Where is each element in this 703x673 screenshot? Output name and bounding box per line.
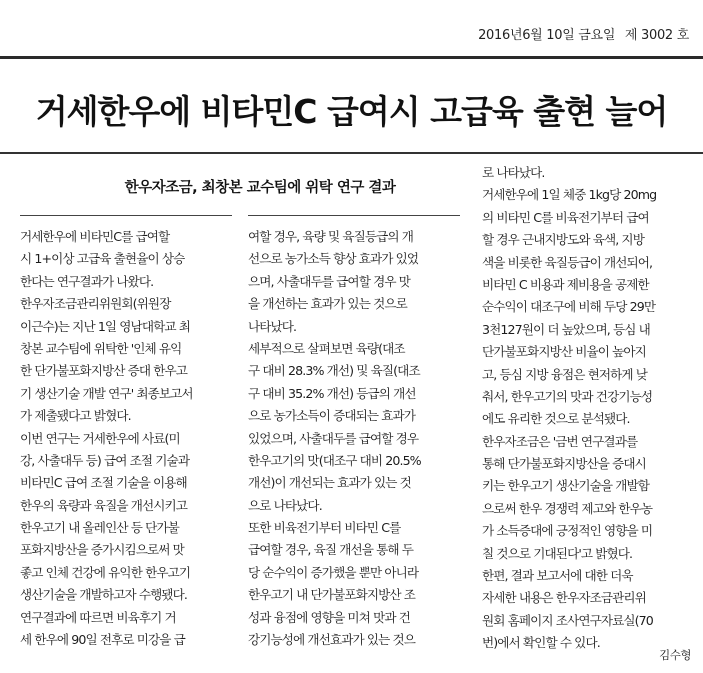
body-text-line: 세 한우에 90일 전후로 미강을 급 (20, 632, 185, 648)
article-column-1 (20, 226, 232, 651)
body-text-line: 거세한우에 비타민C를 급여할 (20, 229, 170, 244)
body-text-line: 구 대비 28.3% 개선) 및 육질(대조 (248, 363, 420, 379)
body-text-line: 창본 교수팀에 위탁한 '인체 유익 (20, 340, 182, 356)
body-text-line: 으로써 한우 경쟁력 제고와 한우농 (482, 500, 653, 516)
body-text-line: 춰서, 한우고기의 맛과 건강기능성 (482, 388, 653, 404)
body-text-line: 한 단가불포화지방산 증대 한우고 (20, 363, 188, 379)
body-text-line: 으며, 사출대두를 급여할 경우 맛 (248, 273, 410, 289)
body-text-line: 을 개선하는 효과가 있는 것으로 (248, 296, 407, 312)
body-text-line: 가 제출됐다고 밝혔다. (20, 408, 131, 424)
issue-header (472, 24, 689, 43)
issue-date: 2016년6월 10일 금요일 (478, 28, 616, 43)
body-text-line: 시 1+이상 고급육 출현율이 상승 (20, 251, 185, 267)
body-text-line: 여할 경우, 육량 및 육질등급의 개 (248, 229, 414, 244)
body-text-line: 포화지방산을 증가시킴으로써 맛 (20, 542, 184, 558)
body-text-line: 단가불포화지방산 비율이 높아지 (482, 344, 646, 360)
body-text-line: 또한 비육전기부터 비타민 C를 (248, 520, 401, 536)
body-text-line: 으로 농가소득이 증대되는 효과가 (248, 408, 416, 424)
body-text-line: 가 소득증대에 긍정적인 영향을 미 (482, 523, 653, 539)
body-text-line: 번)에서 확인할 수 있다. (482, 635, 600, 651)
body-text-line: 한다는 연구결과가 나왔다. (20, 273, 154, 289)
body-text-line: 비타민 C 비용과 제비용을 공제한 (482, 276, 649, 292)
body-text-line: 개선)이 개선되는 효과가 있는 것 (248, 475, 411, 491)
body-text-line: 한우고기의 맛(대조구 대비 20.5% (248, 452, 421, 468)
body-text-line: 순수익이 대조구에 비해 두당 29만 (482, 299, 656, 315)
body-text-line: 이번 연구는 거세한우에 사료(미 (20, 430, 180, 446)
body-text-line: 에도 유리한 것으로 분석됐다. (482, 411, 630, 427)
body-text-line: 원회 홈페이지 조사연구자료실(70 (482, 612, 653, 628)
body-text-line: 생산기술을 개발하고자 수행됐다. (20, 587, 188, 603)
body-text-line: 기 생산기술 개발 연구' 최종보고서 (20, 385, 193, 401)
body-text-line: 이근수)는 지난 1일 영남대학교 최 (20, 318, 190, 334)
body-text-line: 연구결과에 따르면 비육후기 거 (20, 609, 176, 625)
body-text-line: 고, 등심 지방 융점은 현저하게 낮 (482, 366, 648, 382)
body-text-line: 강, 사출대두 등) 급여 조절 기술과 (20, 452, 190, 468)
body-text-line: 한편, 결과 보고서에 대한 더욱 (482, 568, 633, 584)
subheadline-rule-left (20, 215, 232, 216)
body-text-line: 키는 한우고기 생산기술을 개발함 (482, 478, 650, 494)
top-divider (0, 56, 703, 59)
body-text-line: 통해 단가불포화지방산을 증대시 (482, 456, 646, 472)
body-text-line: 한우고기 내 올레인산 등 단가불 (20, 520, 179, 536)
body-text-line: 있었으며, 사출대두를 급여할 경우 (248, 430, 419, 446)
body-text-line: 한우자조금관리위원회(위원장 (20, 296, 171, 312)
article-column-3 (482, 162, 692, 655)
article-byline: 김수형 (659, 648, 691, 662)
issue-number: 제 3002 호 (624, 28, 689, 43)
body-text-line: 당 순수익이 증가했을 뿐만 아니라 (248, 564, 419, 580)
body-text-line: 한우고기 내 단가불포화지방산 조 (248, 587, 416, 603)
article-headline: 거세한우에 비타민C 급여시 고급육 출현 늘어 (35, 92, 668, 131)
body-text-line: 세부적으로 살펴보면 육량(대조 (248, 340, 405, 356)
article-subheadline: 한우자조금, 최창본 교수팀에 위탁 연구 결과 (124, 180, 396, 196)
body-text-line: 나타났다. (248, 318, 297, 334)
subheadline-rule-right (248, 215, 460, 216)
body-text-line: 한우자조금은 '금번 연구결과를 (482, 433, 638, 449)
body-text-line: 로 나타났다. (482, 165, 545, 180)
body-text-line: 3천127원이 더 높았으며, 등심 내 (482, 321, 650, 337)
body-text-line: 급여할 경우, 육질 개선을 통해 두 (248, 542, 414, 558)
body-text-line: 칠 것으로 기대된다'고 밝혔다. (482, 545, 633, 561)
body-text-line: 의 비타민 C를 비육전기부터 급여 (482, 209, 649, 225)
body-text-line: 으로 나타났다. (248, 497, 322, 513)
body-text-line: 할 경우 근내지방도와 육색, 지방 (482, 232, 644, 248)
body-text-line: 비타민C 급여 조절 기술을 이용해 (20, 475, 187, 491)
body-text-line: 한우의 육량과 육질을 개선시키고 (20, 497, 188, 513)
body-text-line: 선으로 농가소득 향상 효과가 있었 (248, 251, 419, 267)
headline-divider (0, 152, 703, 154)
body-text-line: 구 대비 35.2% 개선) 등급의 개선 (248, 385, 416, 401)
body-text-line: 색을 비롯한 육질등급이 개선되어, (482, 254, 653, 270)
body-text-line: 거세한우에 1일 체중 1kg당 20mg (482, 187, 657, 203)
article-column-2 (248, 226, 460, 651)
body-text-line: 자세한 내용은 한우자조금관리위 (482, 590, 646, 606)
body-text-line: 성과 융점에 영향을 미쳐 맛과 건 (248, 609, 410, 625)
body-text-line: 좋고 인체 건강에 유익한 한우고기 (20, 564, 191, 580)
body-text-line: 강기능성에 개선효과가 있는 것으 (248, 632, 416, 648)
